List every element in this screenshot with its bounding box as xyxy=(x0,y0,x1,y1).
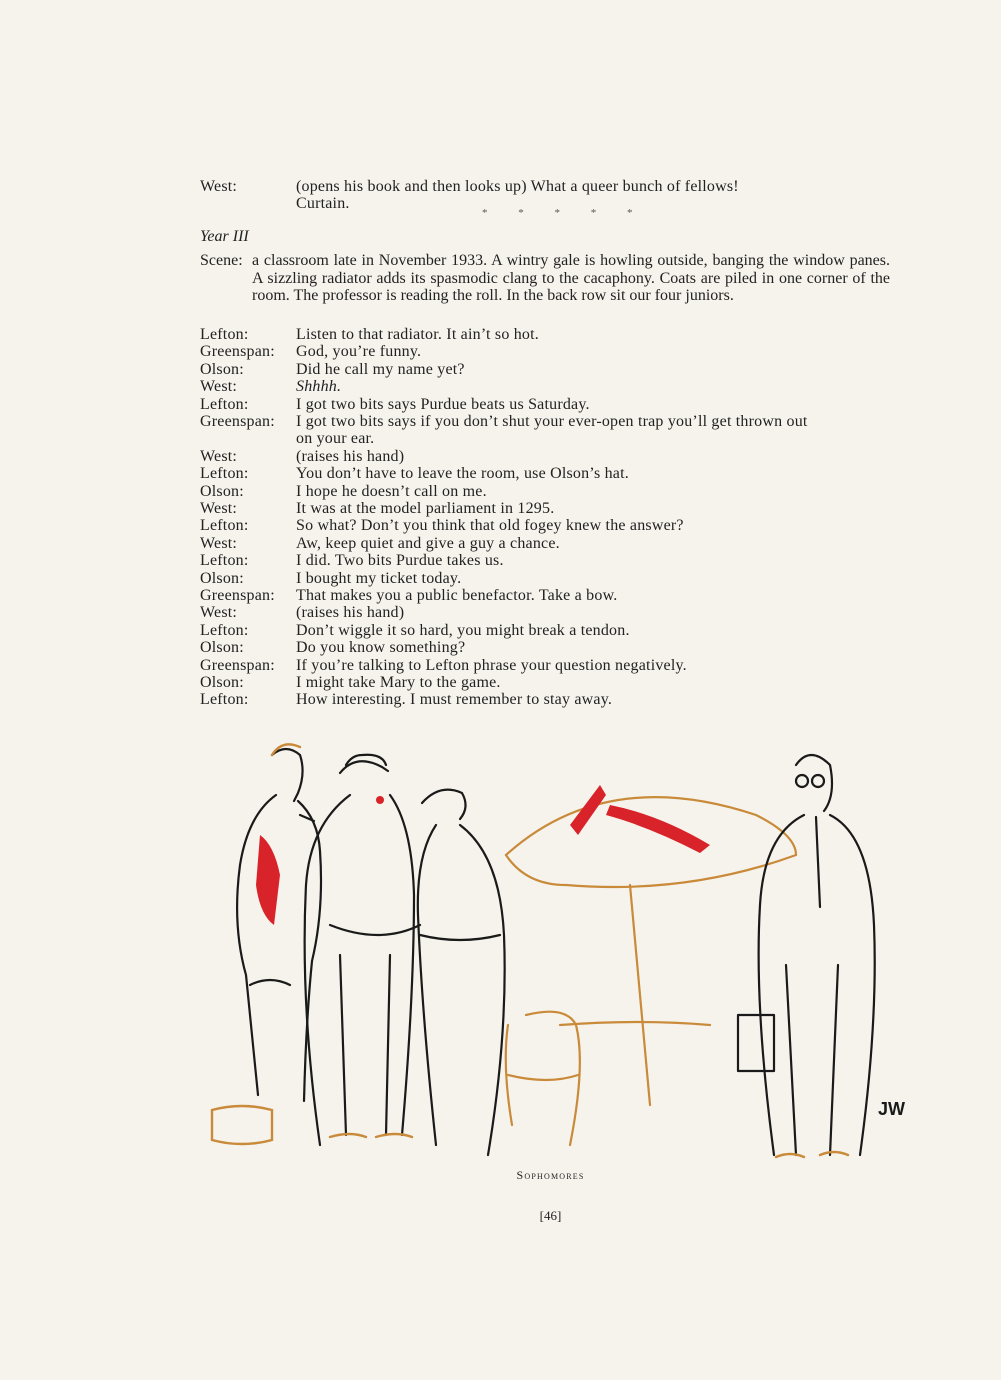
dialogue-text: Aw, keep quiet and give a guy a chance. xyxy=(296,534,560,552)
dialogue-text: I got two bits says if you don’t shut your ever-open trap you’ll get thrown out xyxy=(296,413,808,430)
dialogue-text: Did he call my name yet? xyxy=(296,360,465,378)
curtain-text: Curtain. xyxy=(296,195,350,212)
dialogue-text: I got two bits says Purdue beats us Saturday. xyxy=(296,395,590,413)
dialogue-text: That makes you a public benefactor. Take a bow. xyxy=(296,587,618,604)
speaker-label: Greenspan: xyxy=(200,587,275,604)
dialogue-text: Shhhh. xyxy=(296,378,342,396)
illustration-caption: Sophomores xyxy=(516,1168,585,1182)
speaker-label: Greenspan: xyxy=(200,656,275,674)
dialogue-text: (opens his book and then looks up) What a queer bunch of fellows! xyxy=(296,178,739,195)
dialogue-text: God, you’re funny. xyxy=(296,343,422,361)
speaker-label: West: xyxy=(200,534,238,552)
dialogue-text: Do you know something? xyxy=(296,639,466,657)
speaker-label: Olson: xyxy=(200,360,244,378)
dialogue-text: It was at the model parliament in 1295. xyxy=(296,500,555,517)
scene-text: a classroom late in November 1933. A wintry gale is howling outside, banging the window panes. A sizzling radiator adds its spasmodic clang to the cacaphony. Coats are piled in one corner of the room. The professor is reading the roll. In the back row sit our four juniors. xyxy=(252,252,890,304)
speaker-label: Greenspan: xyxy=(200,343,275,361)
dialogue-text: You don’t have to leave the room, use Olson’s hat. xyxy=(296,465,629,483)
speaker-label: Olson: xyxy=(200,482,244,500)
dialogue-text: (raises his hand) xyxy=(296,447,405,465)
dialogue-text: I bought my ticket today. xyxy=(296,569,462,587)
speaker-label: West: xyxy=(200,178,238,195)
dialogue-text: So what? Don’t you think that old fogey knew the answer? xyxy=(296,517,684,535)
speaker-label: Greenspan: xyxy=(200,413,275,430)
speaker-label: West: xyxy=(200,604,238,622)
scene-label: Scene: xyxy=(200,252,243,269)
speaker-label: Olson: xyxy=(200,639,244,657)
dialogue-text: If you’re talking to Lefton phrase your question negatively. xyxy=(296,656,687,674)
section-separator: * * * * * xyxy=(482,207,647,219)
dialogue-text: on your ear. xyxy=(296,430,375,448)
speaker-label: Lefton: xyxy=(200,621,249,639)
speaker-label: Lefton: xyxy=(200,691,249,709)
dialogue-text: (raises his hand) xyxy=(296,604,405,622)
speaker-label: Lefton: xyxy=(200,465,249,483)
dialogue-text: How interesting. I must remember to stay away. xyxy=(296,691,613,709)
speaker-label: Lefton: xyxy=(200,395,249,413)
speaker-label: West: xyxy=(200,447,238,465)
page-number: [46] xyxy=(539,1208,562,1223)
speaker-label: West: xyxy=(200,500,238,517)
speaker-label: Lefton: xyxy=(200,517,249,535)
sophomores-illustration xyxy=(190,725,910,1165)
speaker-label: Lefton: xyxy=(200,552,249,570)
section-title: Year III xyxy=(200,228,249,245)
dialogue-text: I might take Mary to the game. xyxy=(296,674,501,691)
dialogue-text: Listen to that radiator. It ain’t so hot. xyxy=(296,326,539,343)
artist-signature: JW xyxy=(878,1099,905,1119)
speaker-label: Lefton: xyxy=(200,326,249,343)
dialogue-text: Don’t wiggle it so hard, you might break a tendon. xyxy=(296,621,630,639)
speaker-label: West: xyxy=(200,378,238,396)
speaker-label: Olson: xyxy=(200,674,244,691)
dialogue-text: I did. Two bits Purdue takes us. xyxy=(296,552,504,570)
speaker-label: Olson: xyxy=(200,569,244,587)
dialogue-text: I hope he doesn’t call on me. xyxy=(296,482,487,500)
